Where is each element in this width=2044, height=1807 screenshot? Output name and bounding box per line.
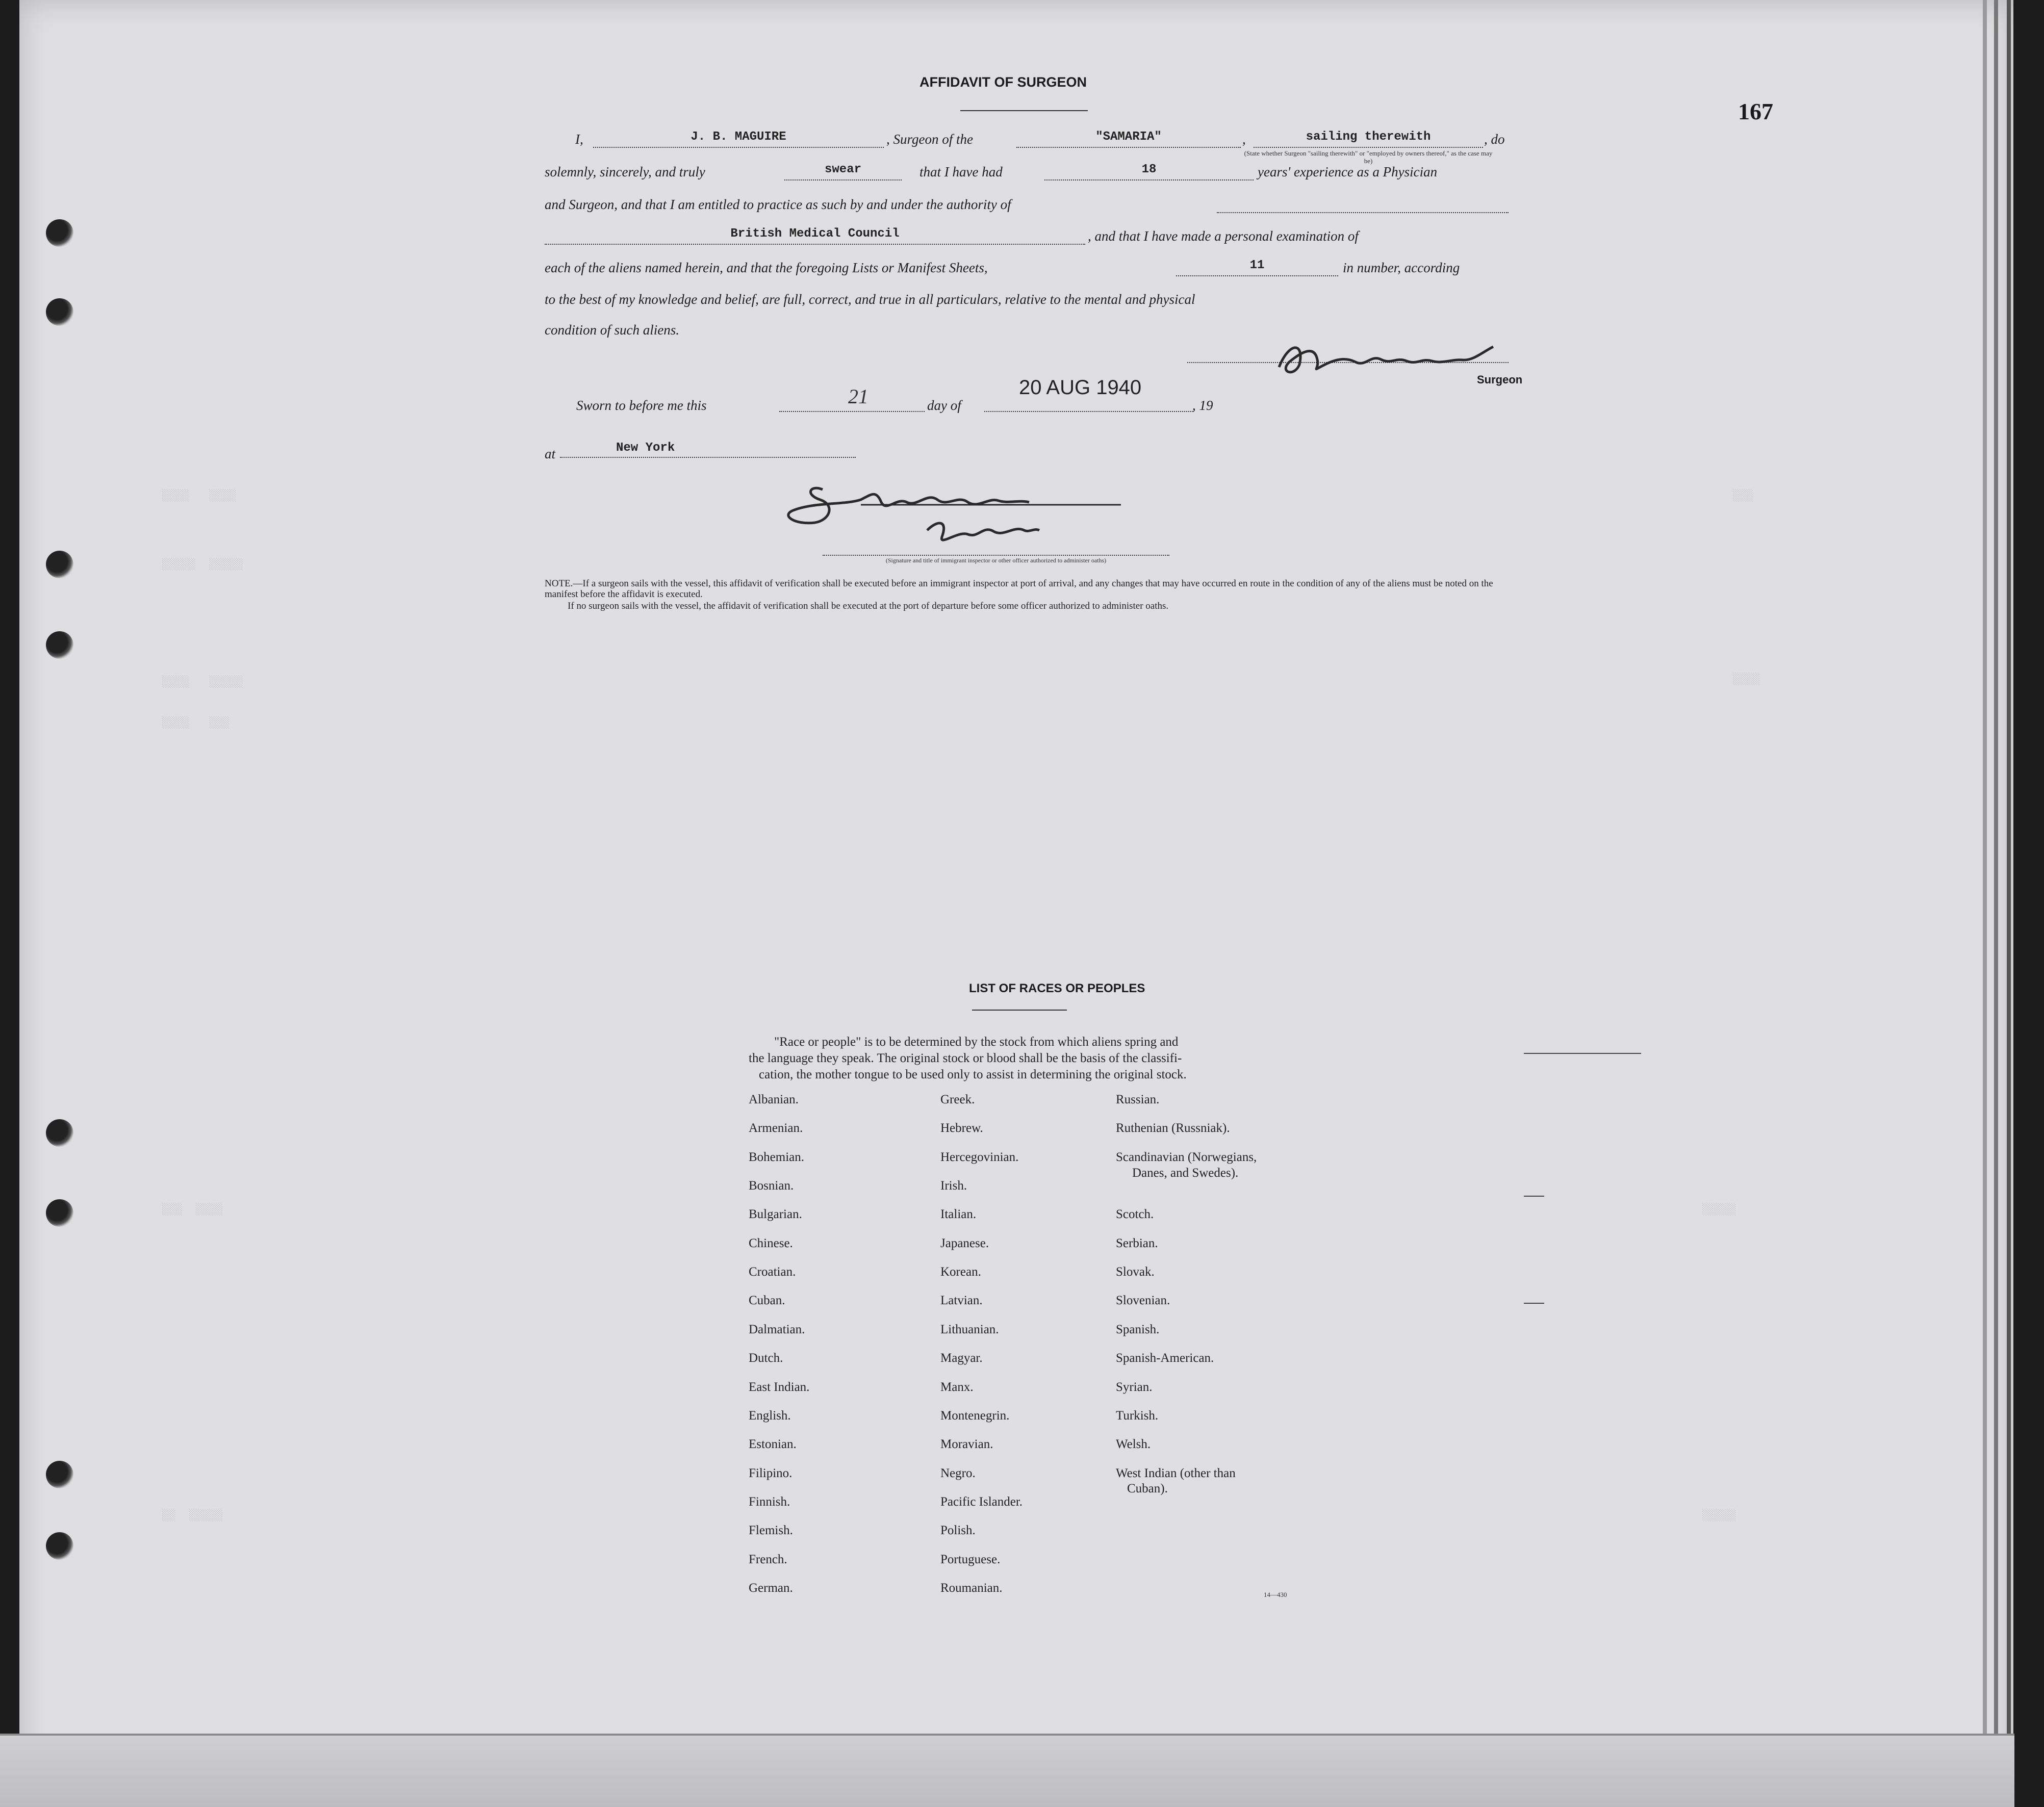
year-prefix: , 19 xyxy=(1192,398,1213,413)
race-item: West Indian (other than xyxy=(1116,1466,1236,1480)
race-item: Roumanian. xyxy=(940,1581,1003,1595)
sheets-field: 11 xyxy=(1176,258,1338,276)
surgeon-of-text: , Surgeon of the xyxy=(886,132,973,147)
races-intro-line-3: cation, the mother tongue to be used only to assist in determining the original stock. xyxy=(759,1068,1187,1081)
note-text-2: If no surgeon sails with the vessel, the affidavit of verification shall be executed at the port of departure before some officer authorized to administer oaths. xyxy=(568,601,1169,611)
race-item: French. xyxy=(749,1553,787,1566)
race-item: Scotch. xyxy=(1116,1207,1154,1221)
title-rule xyxy=(960,110,1088,111)
binder-hole xyxy=(46,1532,73,1560)
race-item: Montenegrin. xyxy=(940,1409,1010,1423)
binder-hole xyxy=(46,1461,73,1488)
authority-field: British Medical Council xyxy=(545,226,1085,245)
race-item: Serbian. xyxy=(1116,1236,1158,1250)
place-field: New York xyxy=(560,441,856,458)
race-item: Turkish. xyxy=(1116,1409,1159,1423)
race-item: Japanese. xyxy=(940,1236,989,1250)
solemnly-text: solemnly, sincerely, and truly xyxy=(545,164,705,179)
note-label: NOTE. xyxy=(545,578,573,589)
binder-hole xyxy=(46,631,73,659)
race-item: Danes, and Swedes). xyxy=(1132,1166,1239,1180)
years-experience-text: years' experience as a Physician xyxy=(1258,164,1438,179)
race-item: Armenian. xyxy=(749,1121,803,1135)
race-item: Slovak. xyxy=(1116,1265,1155,1279)
race-item: Pacific Islander. xyxy=(940,1495,1023,1509)
race-item: Bulgarian. xyxy=(749,1207,802,1221)
race-item: Flemish. xyxy=(749,1524,793,1537)
form-number: 14—430 xyxy=(1264,1591,1287,1598)
race-item: English. xyxy=(749,1409,791,1423)
race-item: Hercegovinian. xyxy=(940,1150,1019,1164)
affidavit-pronoun: I, xyxy=(575,132,583,147)
years-field: 18 xyxy=(1044,162,1254,180)
race-item: Syrian. xyxy=(1116,1380,1153,1394)
binder-hole xyxy=(46,298,73,326)
race-item: Cuban. xyxy=(749,1294,785,1307)
authority-text: and Surgeon, and that I am entitled to practice as such by and under the authority of xyxy=(545,197,1011,212)
race-item: Scandinavian (Norwegians, xyxy=(1116,1150,1257,1164)
race-item: Filipino. xyxy=(749,1466,793,1480)
race-item: Irish. xyxy=(940,1179,967,1193)
race-item: Spanish-American. xyxy=(1116,1351,1214,1365)
sworn-day: 21 xyxy=(848,385,868,408)
race-item: Russian. xyxy=(1116,1093,1160,1106)
races-intro-line-2: the language they speak. The original stock or blood shall be the basis of the classifi- xyxy=(749,1051,1182,1065)
race-item: Polish. xyxy=(940,1524,976,1537)
race-item: Croatian. xyxy=(749,1265,796,1279)
race-item: Dalmatian. xyxy=(749,1323,805,1336)
sailing-status-hint: (State whether Surgeon "sailing therewith" or "employed by owners thereof," as the case may be) xyxy=(1244,149,1493,165)
race-item: Italian. xyxy=(940,1207,977,1221)
sailing-status-field: sailing therewith xyxy=(1254,130,1483,148)
races-intro xyxy=(749,1034,1294,1083)
race-item: Bohemian. xyxy=(749,1150,805,1164)
surgeon-name-field: J. B. MAGUIRE xyxy=(593,130,884,148)
sworn-text: Sworn to before me this xyxy=(576,398,707,413)
knowledge-text: to the best of my knowledge and belief, are full, correct, and true in all particulars, relative to the mental and physical xyxy=(545,292,1195,307)
surgeon-label: Surgeon xyxy=(1477,373,1523,386)
page-number: 167 xyxy=(1738,98,1773,124)
race-item: Albanian. xyxy=(749,1093,799,1106)
affidavit-note xyxy=(545,578,1509,600)
authority-blank xyxy=(1217,195,1509,213)
race-item: Finnish. xyxy=(749,1495,790,1509)
stacked-pages-edge xyxy=(0,1734,2014,1807)
vessel-field: "SAMARIA" xyxy=(1016,130,1241,148)
race-item: Slovenian. xyxy=(1116,1294,1170,1307)
race-item: Negro. xyxy=(940,1466,976,1480)
race-item: Bosnian. xyxy=(749,1179,794,1193)
race-item: Portuguese. xyxy=(940,1553,1001,1566)
note-text-1: —If a surgeon sails with the vessel, this affidavit of verification shall be executed before an immigrant inspector at port of arrival, and any changes that may have occurred en route in the condition of any of the aliens must be noted on the manifest before the affidavit is executed. xyxy=(545,578,1493,600)
race-item: East Indian. xyxy=(749,1380,810,1394)
inspector-signature xyxy=(774,474,1131,561)
race-item: Ruthenian (Russniak). xyxy=(1116,1121,1230,1135)
binder-hole xyxy=(46,551,73,578)
race-item: Latvian. xyxy=(940,1294,983,1307)
in-number-text: in number, according xyxy=(1343,260,1460,275)
race-item: Chinese. xyxy=(749,1236,793,1250)
race-item: Hebrew. xyxy=(940,1121,983,1135)
binder-hole xyxy=(46,219,73,247)
race-item: Lithuanian. xyxy=(940,1323,999,1336)
race-item: Dutch. xyxy=(749,1351,783,1365)
sworn-date-stamp: 20 AUG 1940 xyxy=(1019,376,1142,399)
oath-field: swear xyxy=(784,162,902,180)
race-item: Spanish. xyxy=(1116,1323,1160,1336)
race-item: Estonian. xyxy=(749,1437,797,1451)
race-item: Moravian. xyxy=(940,1437,993,1451)
officer-caption: (Signature and title of immigrant inspector or other officer authorized to administer oaths) xyxy=(885,557,1107,564)
race-item: Greek. xyxy=(940,1093,975,1106)
races-title-rule xyxy=(972,1010,1067,1011)
at-label: at xyxy=(545,446,556,461)
manifest-sheets-text: each of the aliens named herein, and that the foregoing Lists or Manifest Sheets, xyxy=(545,260,988,275)
races-intro-line-1: "Race or people" is to be determined by the stock from which aliens spring and xyxy=(774,1035,1179,1049)
day-of-text: day of xyxy=(927,398,961,413)
affidavit-title: AFFIDAVIT OF SURGEON xyxy=(919,74,1087,90)
race-item: Cuban). xyxy=(1127,1482,1168,1495)
race-item: German. xyxy=(749,1581,793,1595)
race-item: Magyar. xyxy=(940,1351,983,1365)
binder-hole xyxy=(46,1119,73,1147)
binder-hole xyxy=(46,1199,73,1227)
do-text: , do xyxy=(1484,132,1505,147)
race-item: Korean. xyxy=(940,1265,981,1279)
document-page: ░░░░ ░░░░ ░░░░░ ░░░░░ ░░░░ ░░░░░ ░░░░ ░░░ ░░░ ░░░░ ░░░ ░░░░ ░░░░░ ░░ ░░░░░ ░░░░░ 167 AFFIDAVIT OF SURGEON I, J. B. MAGUIRE , Surgeon of the "SAMARIA" , sailing therewith , do (State whether Surgeon "sailing therewith" or "employed by owners thereof," as the case may be) solemnly, sincerely, and truly swear that I have had 18 years' experience as a Physician and Surgeon, and that I am entitled to practice as such by and under the authority of British Medical Council , and that I have made a personal examination of each of the aliens named herein, and that the foregoing Lists or Manifest Sheets, 11 in number, according to the best of my knowledge and belief, are full, correct, and true in all particulars, relative to the mental and physical condition of such aliens. Surgeon Sworn to before me this 21 day of 20 AUG 1940 , 19 at New York (Signature and title of immigrant inspector or other officer authorized to administer oaths) NOTE.—If a surgeon sails with the vessel, this affidavit of verification shall be executed before an immigrant inspector at port of arrival, and any changes that may have occurred en route in the condition of any of the aliens must be noted on the manifest before the affidavit is executed. If no surgeon sails with the vessel, the affidavit of verification shall be executed at the port of departure before some officer authorized to administer oaths. LIST OF RACES OR PEOPLES "Race or people" is to be determined by the stock from which aliens spring and the language they speak. The original stock or blood shall be the basis of the classifi- cation, the mother tongue to be used only to assist in determining the original stock. Albanian. Armenian. Bohemian. Bosnian. Bulgarian. Chinese. Croatian. Cuban. Dalmatian. Dutch. East Indian. English. Estonian. Filipino. Finnish. Flemish. French. German. Greek. Hebrew. Hercegovinian. Irish. Italian. Japanese. Korean. Latvian. Lithuanian. Magyar. Manx. Montenegrin. Moravian. Negro. Pacific Islander. Polish. Portuguese. Roumanian. Russian. Ruthenian (Russniak). Scandinavian (Norwegians, Danes, and Swedes). Scotch. Serbian. Slovak. Slovenian. Spanish. Spanish-American. Syrian. Turkish. Welsh. West Indian (other than Cuban). 14—430 xyxy=(19,0,2013,1785)
that-i-have-had-text: that I have had xyxy=(919,164,1003,179)
condition-text: condition of such aliens. xyxy=(545,322,679,338)
race-item: Welsh. xyxy=(1116,1437,1151,1451)
races-title: LIST OF RACES OR PEOPLES xyxy=(969,982,1145,995)
examination-text: , and that I have made a personal examination of xyxy=(1088,228,1359,244)
race-item: Manx. xyxy=(940,1380,974,1394)
